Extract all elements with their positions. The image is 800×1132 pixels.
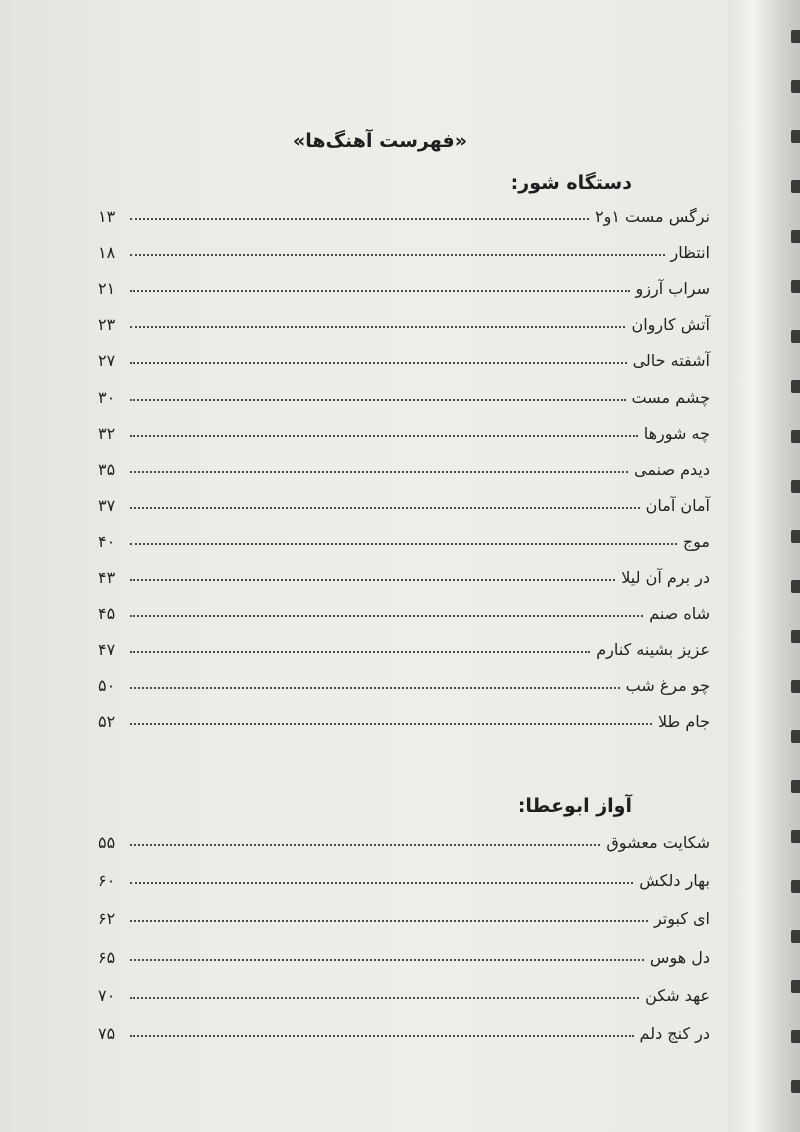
binding-mark [791, 1030, 800, 1043]
entry-title: انتظار [670, 243, 710, 263]
entry-page-number: ۲۱ [98, 279, 116, 299]
toc-entry [98, 866, 710, 890]
section-heading-shur: دستگاه شور: [510, 172, 632, 194]
binding-mark [791, 330, 800, 343]
entry-page-number: ۱۳ [98, 207, 116, 226]
entry-page-number: ۵۰ [98, 676, 116, 696]
entry-title: آمان آمان [645, 495, 710, 515]
binding-mark [791, 130, 800, 143]
entry-page-number: ۴۵ [98, 604, 116, 624]
dot-leader [130, 844, 600, 846]
entry-page-number: ۵۵ [98, 833, 116, 852]
binding-mark [791, 730, 800, 743]
binding-mark [791, 180, 800, 193]
entry-title: آتش کاروان [631, 315, 710, 335]
toc-entry [98, 635, 710, 659]
binding-mark [791, 480, 800, 493]
toc-entry [98, 383, 710, 407]
entry-title: در برم آن لیلا [621, 568, 710, 587]
dot-leader [130, 326, 625, 328]
binding-mark [791, 780, 800, 793]
entry-title: عزیز بشینه کنارم [596, 640, 710, 660]
entry-title: چه شورها [643, 423, 710, 443]
entry-page-number: ۲۷ [98, 351, 116, 371]
dot-leader [130, 1035, 634, 1037]
entry-page-number: ۶۲ [98, 909, 116, 929]
toc-entry [98, 904, 710, 928]
toc-entry [98, 238, 710, 262]
binding-mark [791, 580, 800, 593]
binding-mark [791, 380, 800, 393]
entry-title: عهد شکن [645, 985, 710, 1005]
entry-title: در کنج دلم [639, 1024, 710, 1043]
entry-page-number: ۴۳ [98, 568, 116, 587]
dot-leader [130, 920, 648, 922]
dot-leader [130, 687, 620, 689]
binding-mark [791, 980, 800, 993]
toc-entry [98, 943, 710, 967]
entry-page-number: ۵۲ [98, 712, 116, 732]
binding-mark [791, 880, 800, 893]
toc-entry [98, 527, 710, 551]
dot-leader [130, 471, 628, 473]
binding-mark [791, 530, 800, 543]
binding-mark [791, 930, 800, 943]
binding-mark [791, 830, 800, 843]
entry-title: نرگس مست ۱و۲ [595, 207, 710, 226]
entry-page-number: ۷۵ [98, 1024, 116, 1043]
dot-leader [130, 579, 615, 581]
toc-entry [98, 828, 710, 852]
binding-mark [791, 630, 800, 643]
entry-title: چشم مست [631, 387, 710, 407]
binding-mark [791, 230, 800, 243]
section-heading-abuata: آواز ابوعطا: [517, 795, 632, 817]
toc-entry [98, 202, 710, 226]
entry-title: سراب آرزو [635, 279, 710, 299]
entry-title: ای کبوتر [653, 909, 710, 929]
toc-entry [98, 455, 710, 479]
dot-leader [130, 254, 665, 256]
toc-title: «فهرست آهنگ‌ها» [293, 130, 467, 152]
dot-leader [130, 615, 643, 617]
entry-page-number: ۳۷ [98, 495, 116, 515]
toc-entry [98, 274, 710, 298]
dot-leader [130, 723, 652, 725]
binding-mark [791, 680, 800, 693]
toc-entry [98, 599, 710, 623]
entry-page-number: ۴۰ [98, 531, 116, 551]
entry-title: جام طلا [657, 712, 710, 732]
entry-title: موج [682, 531, 710, 551]
entry-title: دل هوس [649, 947, 710, 967]
entry-title: چو مرغ شب [625, 676, 710, 696]
toc-entry [98, 563, 710, 587]
entry-title: شکایت معشوق [606, 833, 710, 852]
entry-page-number: ۴۷ [98, 640, 116, 660]
toc-entry [98, 707, 710, 731]
dot-leader [130, 290, 630, 292]
dot-leader [130, 399, 626, 401]
dot-leader [130, 362, 627, 364]
toc-entry [98, 346, 710, 370]
toc-entry [98, 310, 710, 334]
entry-page-number: ۳۵ [98, 459, 116, 479]
dot-leader [130, 997, 639, 999]
entry-title: دیدم صنمی [634, 459, 710, 479]
dot-leader [130, 218, 589, 220]
book-binding-edge [728, 0, 800, 1132]
entry-page-number: ۲۳ [98, 315, 116, 335]
dot-leader [130, 543, 677, 545]
entry-page-number: ۷۰ [98, 985, 116, 1005]
entry-page-number: ۳۰ [98, 387, 116, 407]
toc-entry [98, 671, 710, 695]
binding-mark [791, 430, 800, 443]
entry-title: شاه صنم [649, 604, 710, 624]
toc-entry [98, 491, 710, 515]
entry-page-number: ۳۲ [98, 423, 116, 443]
binding-mark [791, 80, 800, 93]
toc-entry [98, 1019, 710, 1043]
dot-leader [130, 435, 638, 437]
dot-leader [130, 507, 640, 509]
entry-page-number: ۱۸ [98, 243, 116, 263]
binding-mark [791, 30, 800, 43]
dot-leader [130, 959, 644, 961]
toc-entry [98, 419, 710, 443]
binding-mark [791, 1080, 800, 1093]
binding-mark [791, 280, 800, 293]
entry-title: بهار دلکش [639, 871, 710, 891]
dot-leader [130, 882, 633, 884]
entry-page-number: ۶۵ [98, 947, 116, 967]
entry-title: آشفته حالی [632, 351, 710, 371]
entry-page-number: ۶۰ [98, 871, 116, 891]
dot-leader [130, 651, 590, 653]
toc-entry [98, 981, 710, 1005]
